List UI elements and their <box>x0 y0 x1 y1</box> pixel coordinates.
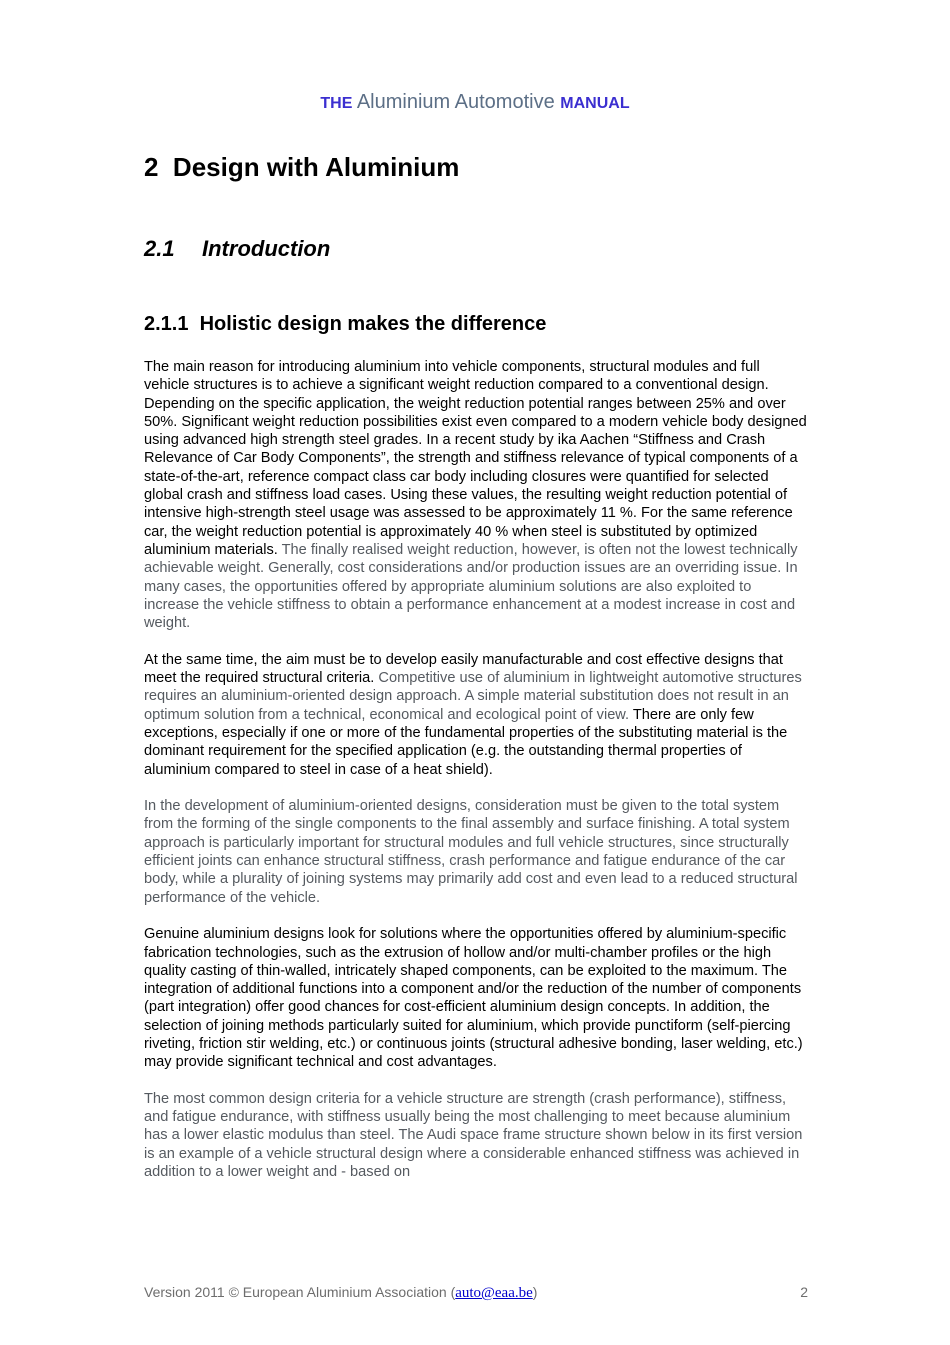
paragraph-2-part-a: At the same time, the aim must be to develop easily manufacturable and cost effective designs that meet the required structural criteria. <box>144 651 783 687</box>
subsection-title: Holistic design makes the difference <box>199 313 547 335</box>
paragraph-1 <box>144 358 809 632</box>
section-title: Introduction <box>202 236 331 261</box>
paragraph-2-part-c: There are only few exceptions, especially if one or more of the fundamental properties of the substituting material is the dominant requirement for the specified application (e.g. the outstanding thermal properties of aluminium compared to steel in case of a heat shield). <box>144 706 788 778</box>
footer-close-paren: ) <box>532 1284 538 1300</box>
paragraph-2-part-b: Competitive use of aluminium in lightweight automotive structures requires an aluminium-oriented design approach. A simple material substitution does not result in an optimum solution from a technical, economical and ecological point of view. <box>144 670 802 723</box>
paragraph-1-part-a: The main reason for introducing aluminium into vehicle components, structural modules and full vehicle structures is to achieve a significant weight reduction compared to a conventional design. Depending on the specific application, the weight reduction potential ranges between 25% and over 50%. Significant weight reduction possibilities exist even compared to a modern vehicle body designed using advanced high strength steel grades. In a recent study by ika Aachen “Stiffness and Crash Relevance of Car Body Components”, the strength and stiffness relevance of typical components of a state-of-the-art, reference compact class car body including closures were quantified for selected global crash and stiffness load cases. Using these values, the resulting weight reduction potential of intensive high-strength steel usage was assessed to be approximately 11 %. For the same reference car, the weight reduction potential is approximately 40 % when steel is substituted by optimized aluminium materials. <box>144 359 807 558</box>
header-the: THE <box>320 95 353 112</box>
body-text <box>144 358 809 1200</box>
paragraph-5: The most common design criteria for a vehicle structure are strength (crash performance), stiffness, and fatigue endurance, with stiffness usually being the most challenging to meet because aluminium has a lower elastic modulus than steel. The Audi space frame structure shown below in its first version is an example of a vehicle structural design where a considerable enhanced stiffness was achieved in addition to a lower weight and - based on <box>144 1090 803 1181</box>
chapter-heading <box>144 151 459 183</box>
chapter-number: 2 <box>144 152 159 182</box>
page-number: 2 <box>800 1284 808 1300</box>
header-manual: MANUAL <box>560 95 630 112</box>
paragraph-1-part-b: The finally realised weight reduction, however, is often not the lowest technically achievable weight. Generally, cost considerations and/or production issues are an overriding issue. In many cases, the opportunities offered by appropriate aluminium solutions are also exploited to increase the vehicle stiffness to obtain a performance enhancement at a modest increase in cost and weight. <box>144 541 798 632</box>
subsection-heading <box>144 311 546 337</box>
running-header <box>0 90 950 116</box>
paragraph-3: In the development of aluminium-oriented designs, consideration must be given to the total system from the forming of the single components to the final assembly and surface finishing. A total system approach is particularly important for structural modules and full vehicle structures, since structurally efficient joints can enhance structural stiffness, crash performance and fatigue endurance of the car body, while a plurality of joining systems may primarily add cost and even lead to a reduced structural performance of the vehicle. <box>144 798 798 906</box>
section-number: 2.1 <box>144 236 175 261</box>
paragraph-2 <box>144 651 809 779</box>
footer-email-link[interactable]: auto@eaa.be <box>455 1285 533 1301</box>
chapter-title: Design with Aluminium <box>172 152 460 182</box>
footer-version: Version 2011 © European Aluminium Association ( <box>144 1284 456 1300</box>
subsection-number: 2.1.1 <box>144 313 189 335</box>
paragraph-4: Genuine aluminium designs look for solutions where the opportunities offered by aluminium-specific fabrication technologies, such as the extrusion of hollow and/or multi-chamber profiles or the high quality casting of thin-walled, intricately shaped components, can be exploited to the maximum. The integration of additional functions into a component and/or the reduction of the number of components (part integration) offer good chances for cost-efficient aluminium design concepts. In addition, the selection of joining methods particularly suited for aluminium, which provide punctiform (self-piercing riveting, friction stir welding, etc.) or continuous joints (structural adhesive bonding, laser welding, etc.) may provide significant technical and cost advantages. <box>144 926 803 1071</box>
section-heading <box>144 234 330 264</box>
page-footer <box>144 1283 808 1302</box>
header-title: Aluminium Automotive <box>356 91 555 113</box>
